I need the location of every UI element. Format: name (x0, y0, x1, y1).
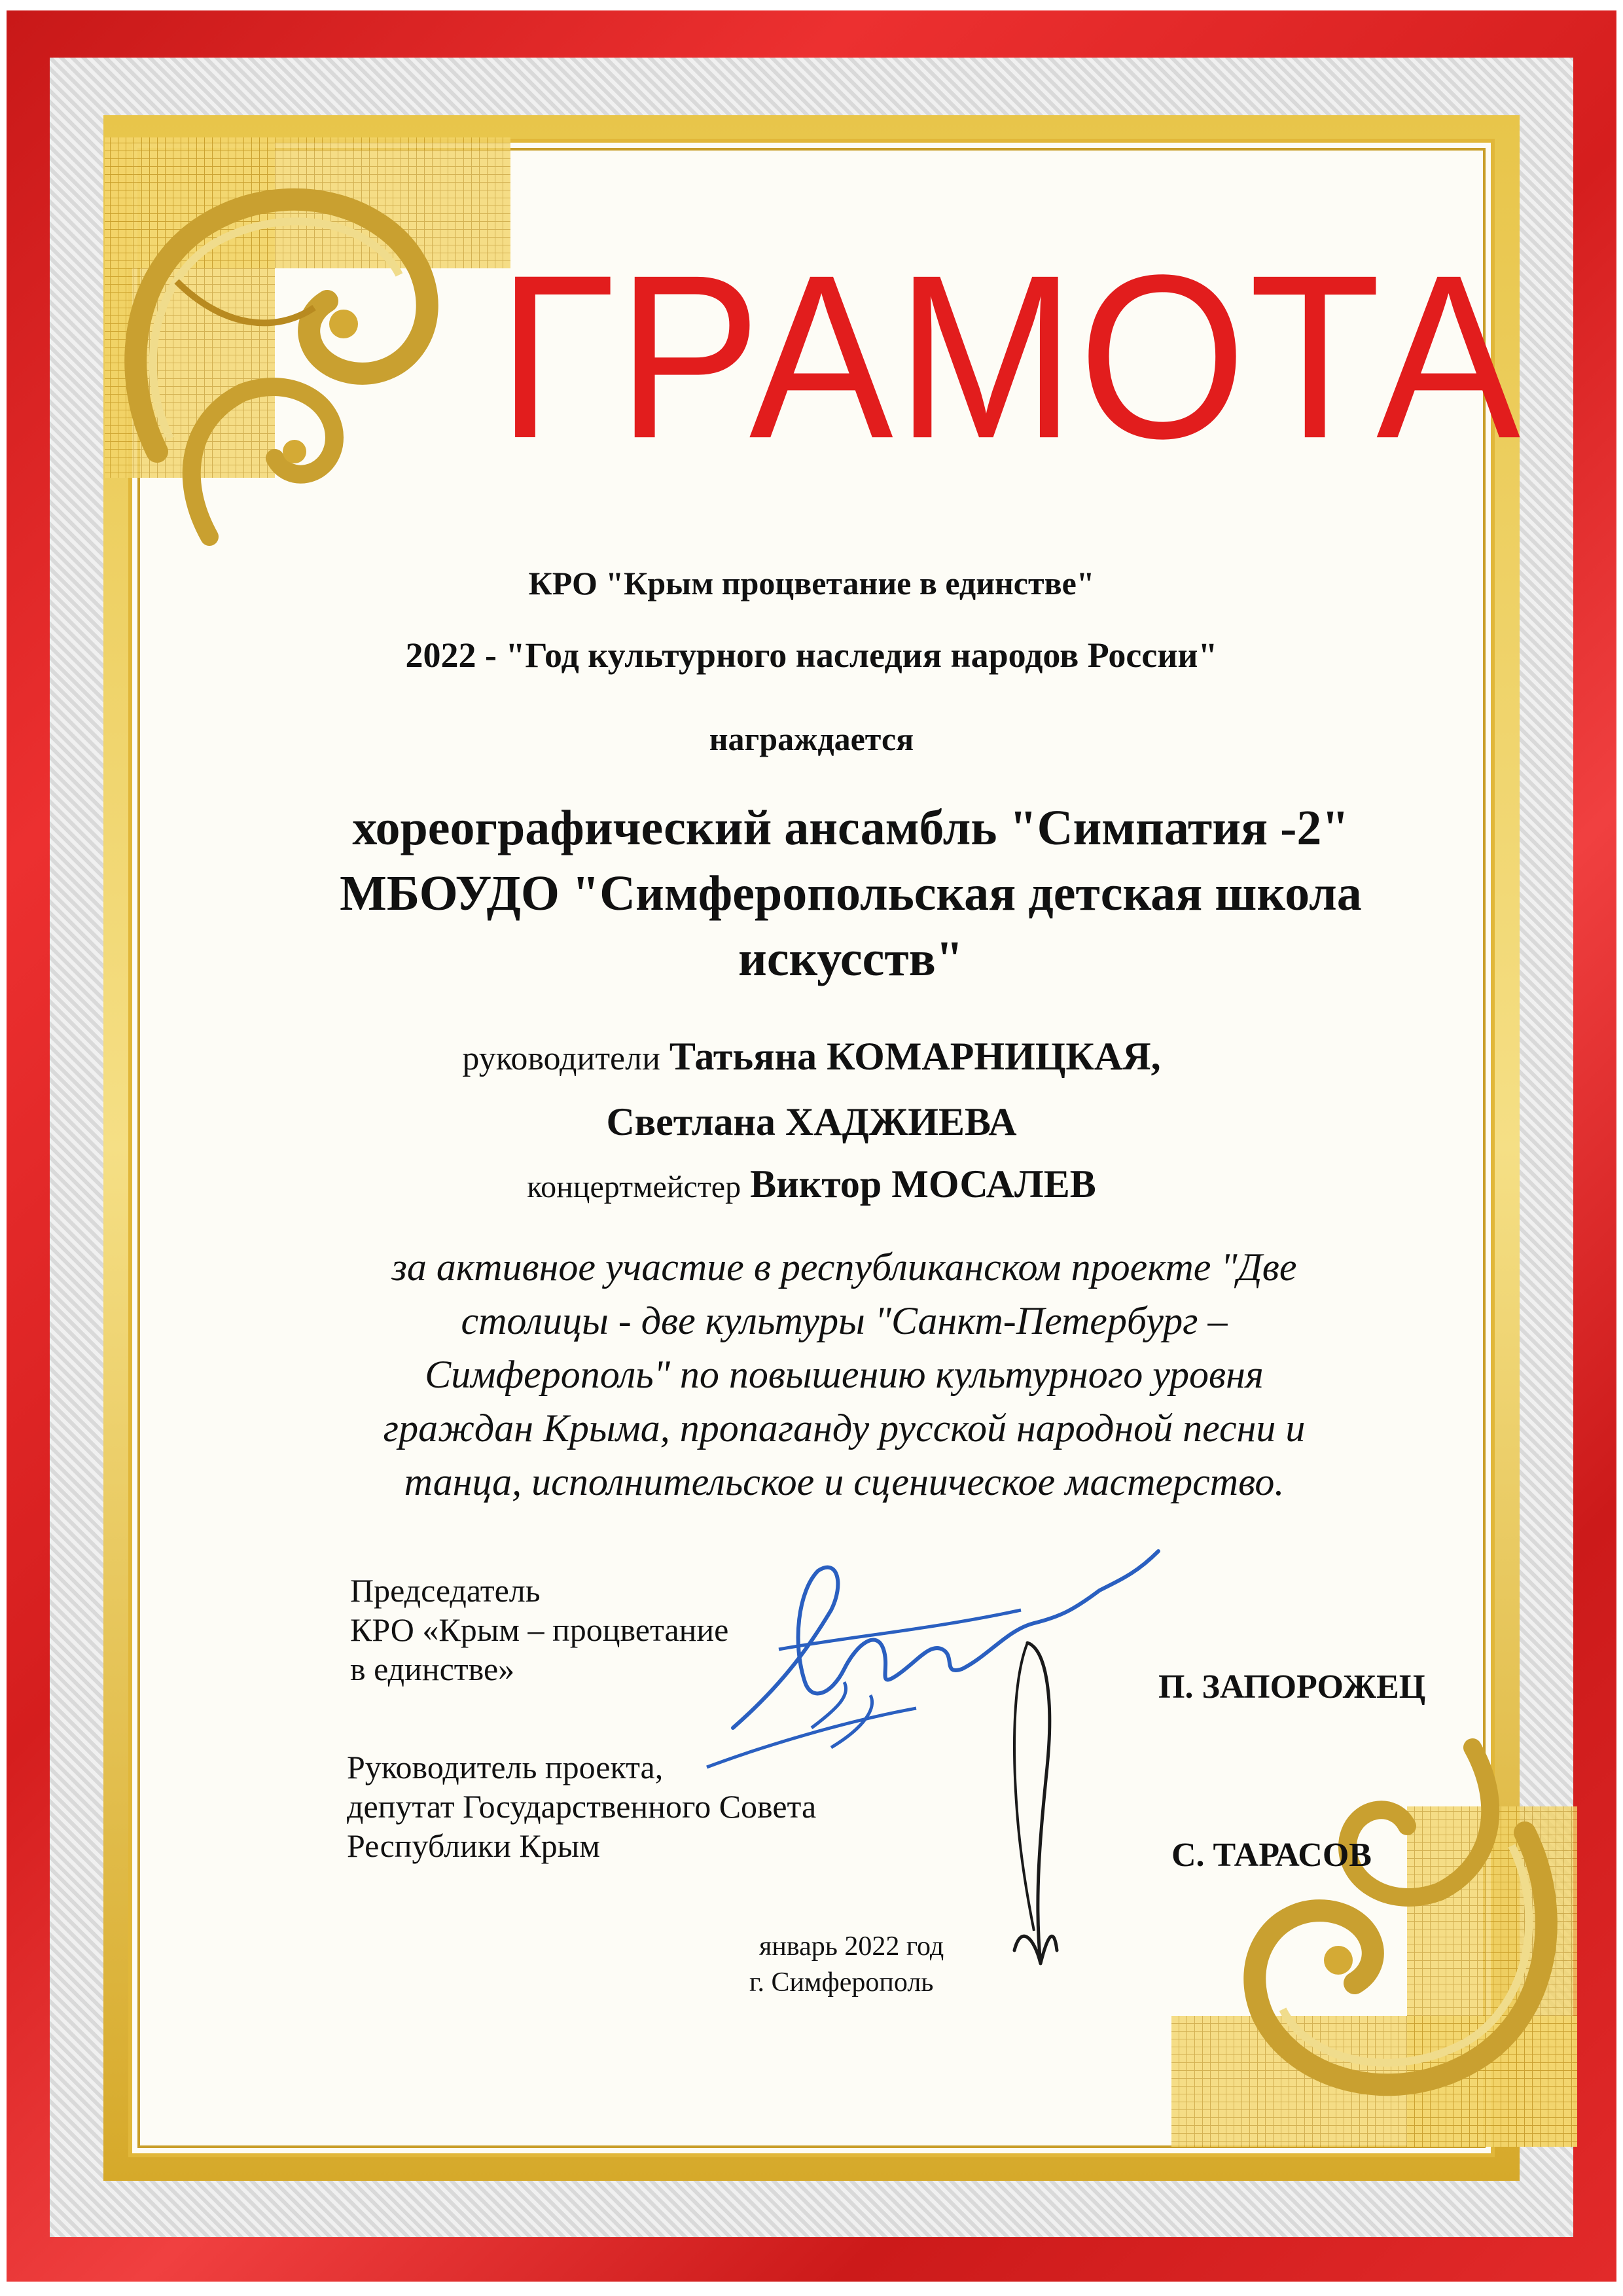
signatory-2-role: Руководитель проекта, депутат Государственного Совета Республики Крым (347, 1749, 817, 1864)
accompanist-label: концертмейстер (527, 1170, 741, 1204)
reason-line: Симферополь" по повышению культурного уровня (425, 1353, 1264, 1396)
place-line: г. Симферополь (749, 1967, 934, 1998)
reason-line: за активное участие в республиканском проекте "Две (391, 1246, 1297, 1289)
leader-name-2: Светлана ХАДЖИЕВА (606, 1100, 1017, 1143)
organization-line: КРО "Крым процветание в единстве" (528, 565, 1095, 601)
reason-line: столицы - две культуры "Санкт-Петербург – (461, 1299, 1228, 1342)
leaders-row (0, 1034, 1623, 1079)
recipient-line: хореографический ансамбль "Симпатия -2" (352, 800, 1349, 855)
signatory-1-name: П. ЗАПОРОЖЕЦ (1158, 1668, 1426, 1706)
signatory-1-role: Председатель КРО «Крым – процветание в единстве» (350, 1572, 729, 1687)
reason-line: граждан Крыма, пропаганду русской народной песни и (383, 1407, 1306, 1450)
recipient-line: искусств" (738, 931, 963, 986)
certificate-title: ГРАМОТА (497, 226, 1524, 487)
accompanist-name: Виктор МОСАЛЕВ (750, 1162, 1096, 1206)
date-line: январь 2022 год (759, 1931, 944, 1962)
awarded-label: награждается (709, 721, 914, 757)
ornament-top-left (79, 111, 550, 583)
year-line: 2022 - "Год культурного наследия народов России" (405, 636, 1218, 675)
accompanist-row (0, 1162, 1623, 1207)
signatory-2-name: С. ТАРАСОВ (1171, 1837, 1372, 1874)
leader-name-1: Татьяна КОМАРНИЦКАЯ, (669, 1035, 1161, 1078)
handwritten-signature-blue (681, 1512, 1217, 1774)
leaders-label: руководители (462, 1040, 660, 1077)
award-reason (275, 1240, 1414, 1509)
recipient-block (249, 795, 1453, 992)
recipient-line: МБОУДО "Симферопольская детская школа (340, 866, 1362, 921)
reason-line: танца, исполнительское и сценическое мастерство. (404, 1460, 1285, 1503)
handwritten-signature-black (982, 1623, 1080, 1990)
